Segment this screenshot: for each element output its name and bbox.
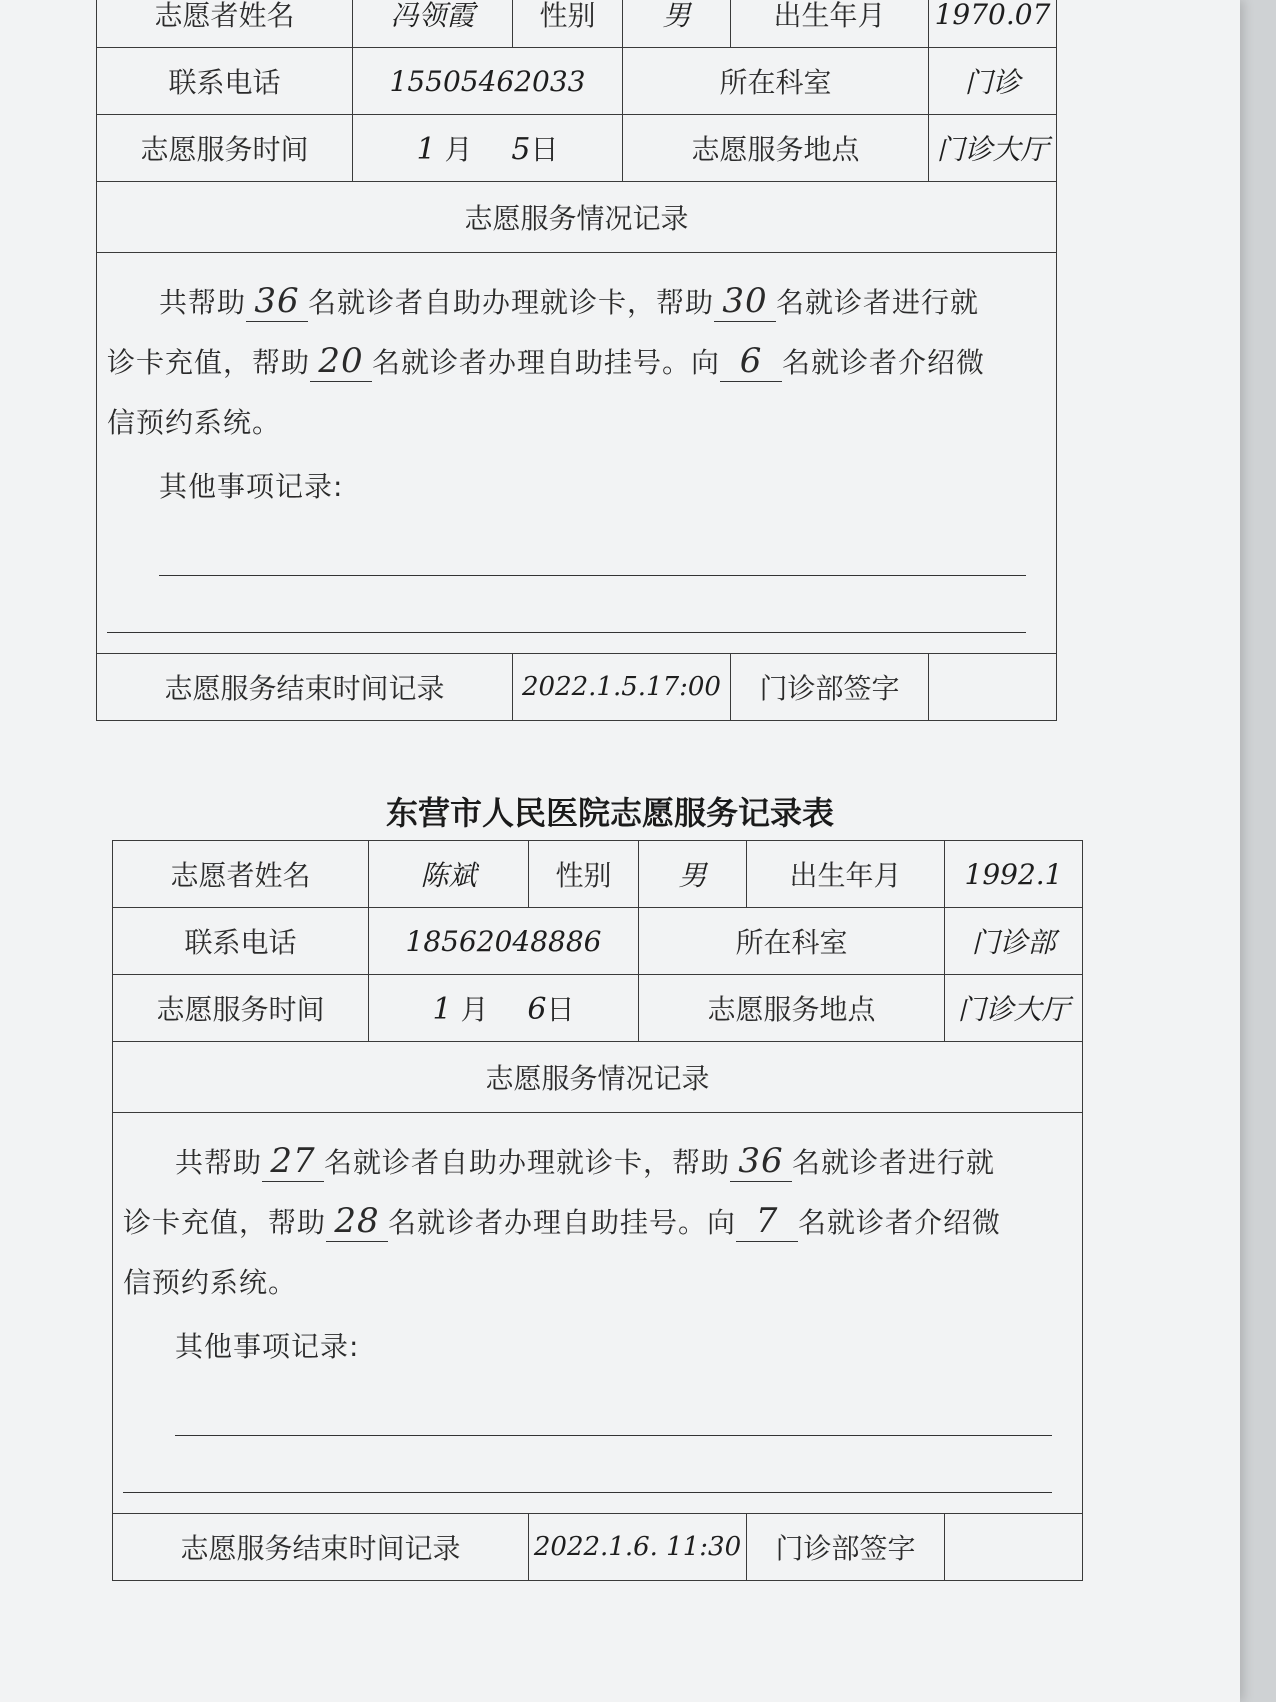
label-volunteer-name: 志愿者姓名 [97,0,353,48]
sentence-part: 名就诊者自助办理就诊卡，帮助 [308,286,715,319]
label-department: 所在科室 [639,908,945,975]
record-sentence: 信预约系统。 [107,406,282,439]
label-phone: 联系电话 [113,908,369,975]
label-service-time: 志愿服务时间 [113,975,369,1042]
sentence-part: 名就诊者自助办理就诊卡，帮助 [324,1146,731,1179]
service-date [369,975,639,1042]
sentence-part: 名就诊者介绍微 [782,346,986,379]
record-sentence [123,1133,1072,1193]
label-end-time: 志愿服务结束时间记录 [97,654,513,721]
other-matters-line [123,1452,1052,1493]
gender-value: 男 [639,841,747,908]
label-service-place: 志愿服务地点 [639,975,945,1042]
sentence-part: 共帮助 [159,286,247,319]
label-birth: 出生年月 [747,841,945,908]
form-1-table [96,0,1057,721]
volunteer-name-value: 冯领霞 [353,0,513,48]
record-sentence: 信预约系统。 [123,1266,298,1299]
phone-value: 15505462033 [353,48,623,115]
label-signature: 门诊部签字 [731,654,929,721]
sentence-part: 共帮助 [175,1146,263,1179]
record-body [113,1113,1083,1514]
sentence-part: 诊卡充值，帮助 [107,346,311,379]
end-time-value: 2022.1.6. 11:30 [529,1514,747,1581]
label-signature: 门诊部签字 [747,1514,945,1581]
label-gender: 性别 [513,0,623,48]
label-phone: 联系电话 [97,48,353,115]
other-matters-label: 其他事项记录: [159,470,344,503]
department-value: 门诊部 [945,908,1083,975]
label-service-time: 志愿服务时间 [97,115,353,182]
other-matters-line [107,592,1026,633]
sentence-part: 名就诊者介绍微 [798,1206,1002,1239]
form-2-title: 东营市人民医院志愿服务记录表 [385,794,834,832]
service-month: 1 [416,132,436,167]
month-unit: 月 [460,993,489,1026]
record-section-title: 志愿服务情况记录 [97,182,1057,253]
register-count: 28 [326,1201,388,1242]
record-form-2 [112,840,1082,1581]
wechat-count: 6 [720,341,782,382]
service-day: 5 [511,132,531,167]
service-month: 1 [432,992,452,1027]
sentence-part: 名就诊者办理自助挂号。向 [388,1206,737,1239]
label-service-place: 志愿服务地点 [623,115,929,182]
other-matters-line [159,535,1026,576]
recharge-count: 30 [714,281,776,322]
service-date [353,115,623,182]
other-matters-line [175,1395,1052,1436]
register-count: 20 [310,341,372,382]
label-department: 所在科室 [623,48,929,115]
phone-value: 18562048886 [369,908,639,975]
gender-value: 男 [623,0,731,48]
other-matters-label: 其他事项记录: [175,1330,360,1363]
month-unit: 月 [444,133,473,166]
label-volunteer-name: 志愿者姓名 [113,841,369,908]
sentence-part: 诊卡充值，帮助 [123,1206,327,1239]
service-place-value: 门诊大厅 [945,975,1083,1042]
day-unit: 日 [530,133,559,166]
volunteer-name-value: 陈斌 [369,841,529,908]
record-sentence [123,1193,1072,1253]
sentence-part: 名就诊者进行就 [792,1146,996,1179]
record-sentence [107,273,1046,333]
birth-value: 1992.1 [945,841,1083,908]
record-body [97,253,1057,654]
sentence-part: 名就诊者进行就 [776,286,980,319]
label-gender: 性别 [529,841,639,908]
sentence-part: 名就诊者办理自助挂号。向 [372,346,721,379]
signature-value [945,1514,1083,1581]
birth-value: 1970.07 [929,0,1057,48]
day-unit: 日 [546,993,575,1026]
wechat-count: 7 [736,1201,798,1242]
label-end-time: 志愿服务结束时间记录 [113,1514,529,1581]
card-count: 36 [246,281,308,322]
card-count: 27 [262,1141,324,1182]
department-value: 门诊 [929,48,1057,115]
form-2-table [112,840,1083,1581]
record-form-1 [96,0,1056,721]
record-sentence [107,333,1046,393]
service-day: 6 [527,992,547,1027]
signature-value [929,654,1057,721]
label-birth: 出生年月 [731,0,929,48]
record-section-title: 志愿服务情况记录 [113,1042,1083,1113]
service-place-value: 门诊大厅 [929,115,1057,182]
recharge-count: 36 [730,1141,792,1182]
end-time-value: 2022.1.5.17:00 [513,654,731,721]
